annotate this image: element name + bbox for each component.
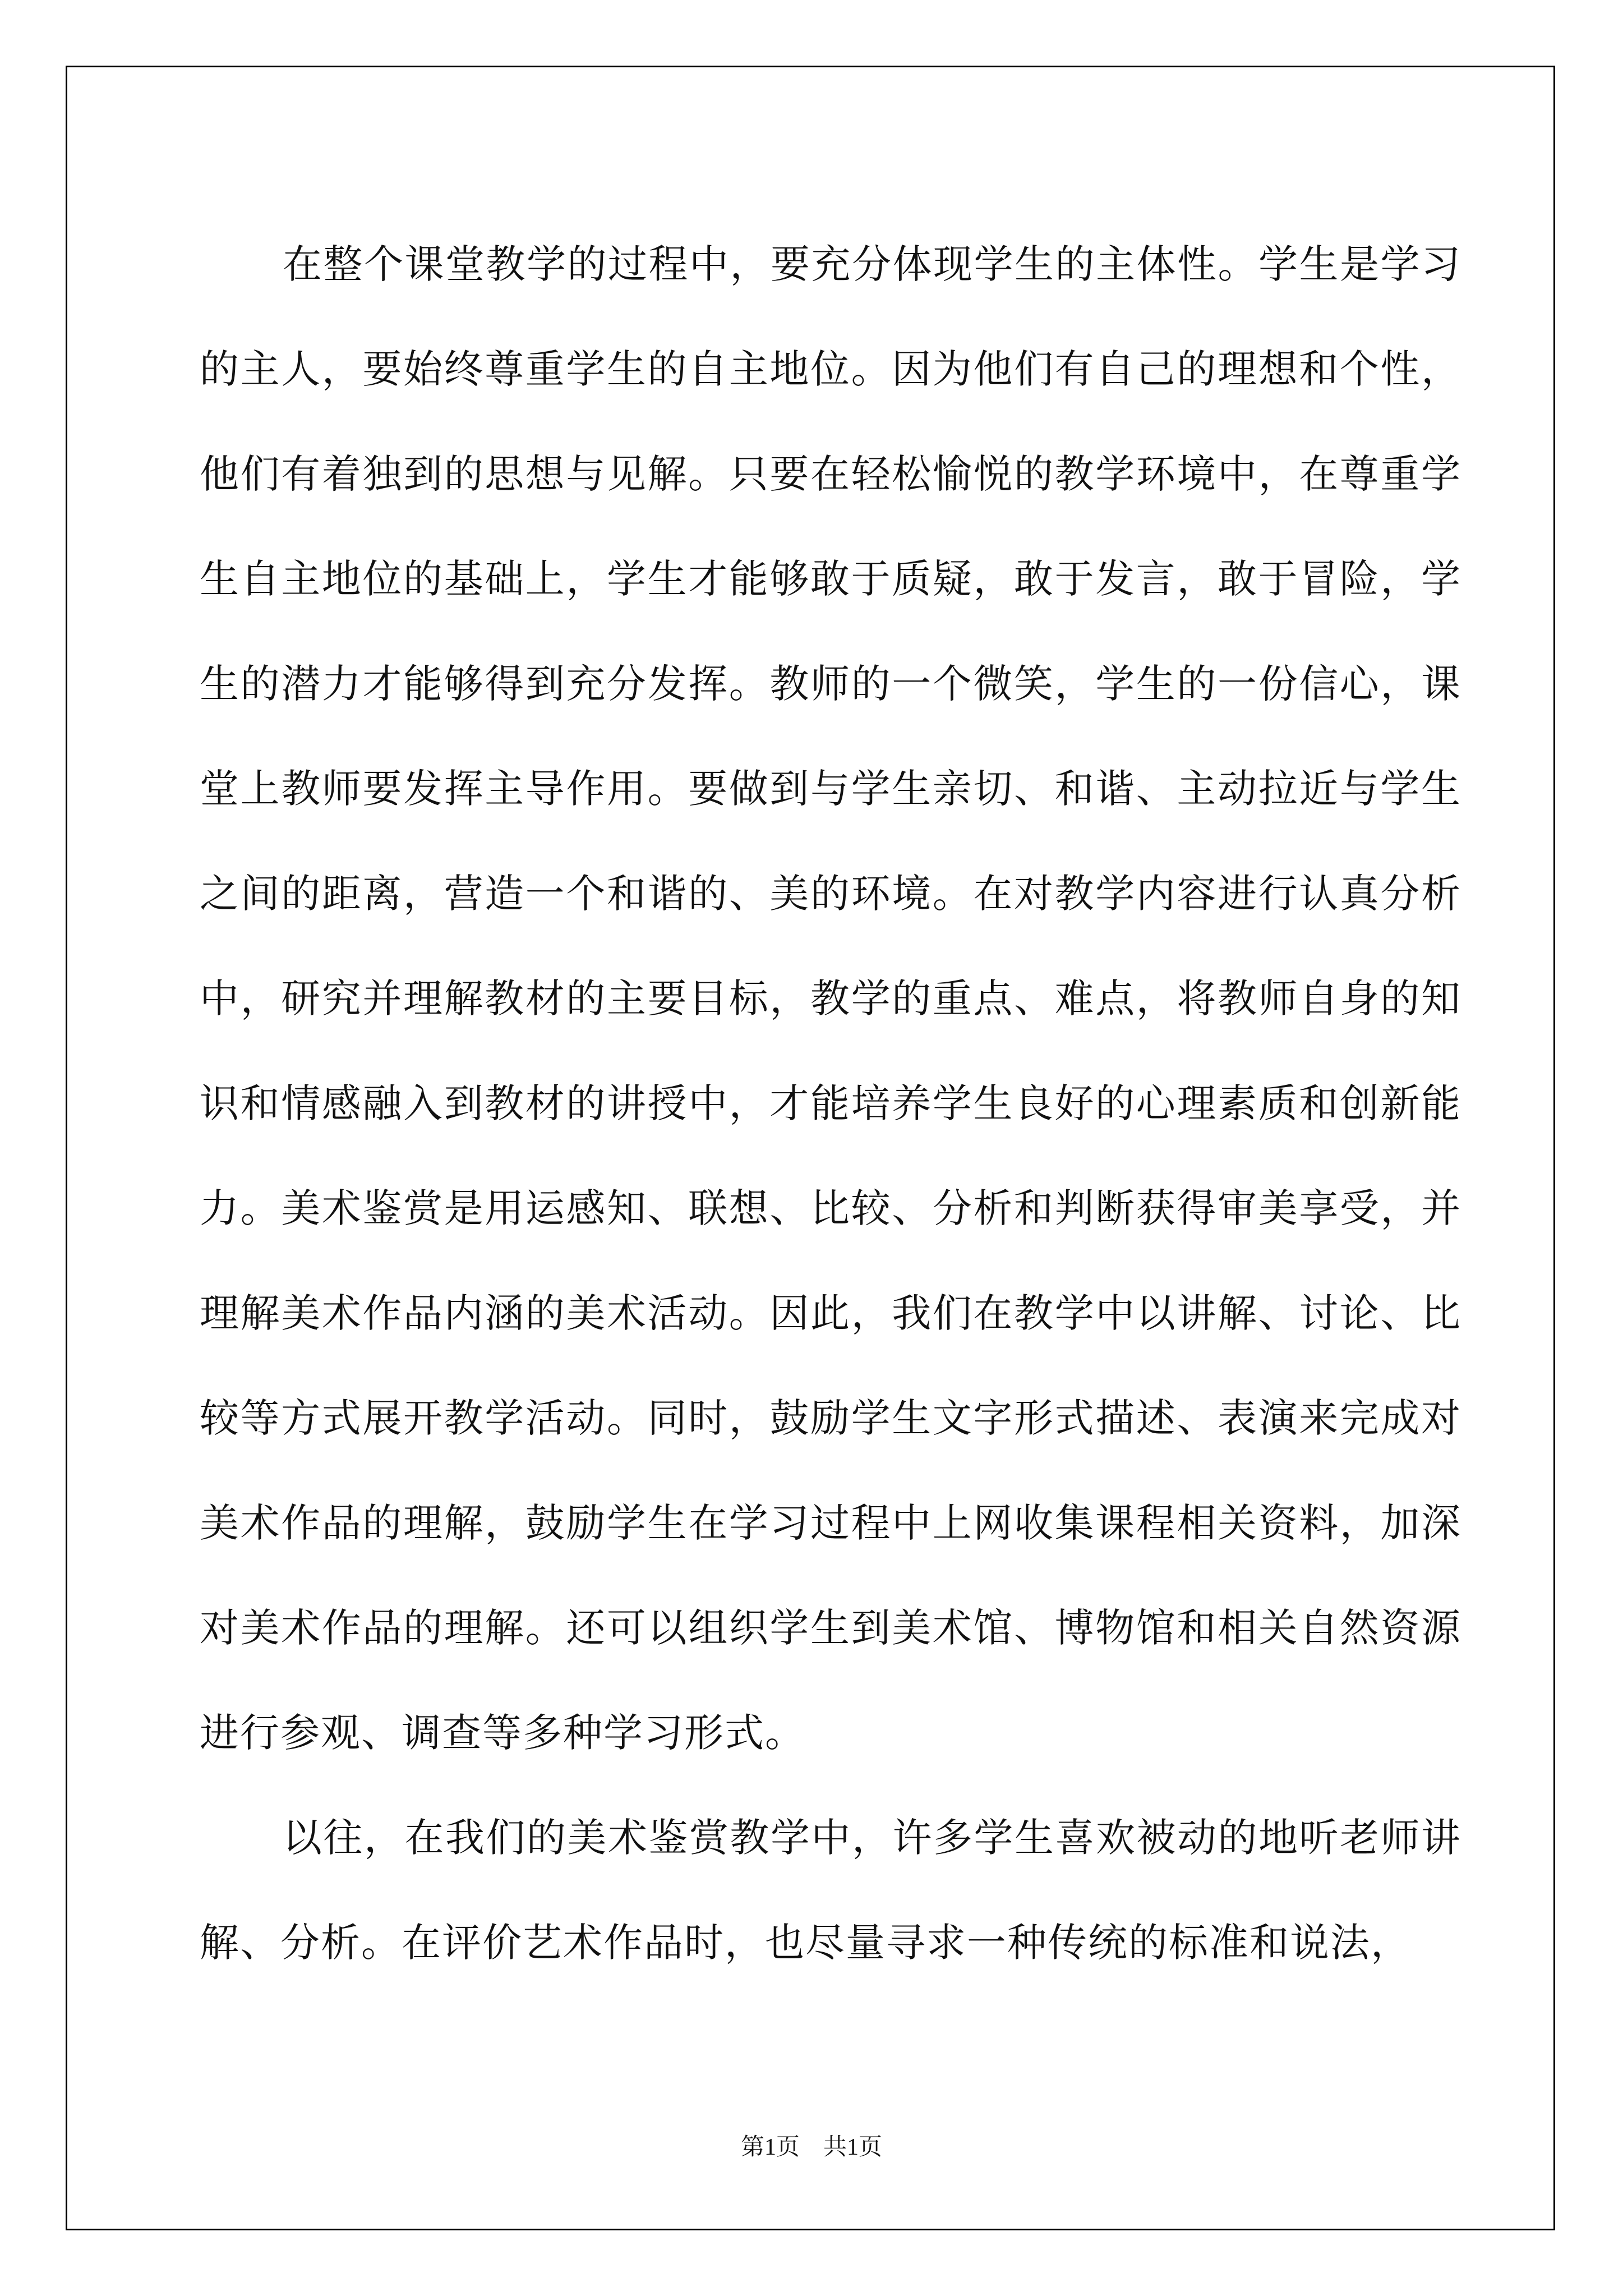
paragraph-2: 以往，在我们的美术鉴赏教学中，许多学生喜欢被动的地听老师讲解、分析。在评价艺术作品时，也尽量寻求一种传统的标准和说法，: [200, 1815, 1461, 1966]
page-number-footer: 第1页 共1页: [740, 2134, 882, 2160]
document-body: [200, 212, 1461, 1995]
paragraph-1: 在整个课堂教学的过程中，要充分体现学生的主体性。学生是学习的主人，要始终尊重学生的自主地位。因为他们有自己的理想和个性，他们有着独到的思想与见解。只要在轻松愉悦的教学环境中，在尊重学生自主地位的基础上，学生才能够敢于质疑，敢于发言，敢于冒险，学生的潜力才能够得到充分发挥。教师的一个微笑，学生的一份信心，课堂上教师要发挥主导作用。要做到与学生亲切、和谐、主动拉近与学生之间的距离，营造一个和谐的、美的环境。在对教学内容进行认真分析中，研究并理解教材的主要目标，教学的重点、难点，将教师自身的知识和情感融入到教材的讲授中，才能培养学生良好的心理素质和创新能力。美术鉴赏是用运感知、联想、比较、分析和判断获得审美享受，并理解美术作品内涵的美术活动。因此，我们在教学中以讲解、讨论、比较等方式展开教学活动。同时，鼓励学生文字形式描述、表演来完成对美术作品的理解，鼓励学生在学习过程中上网收集课程相关资料，加深对美术作品的理解。还可以组织学生到美术馆、博物馆和相关自然资源进行参观、调查等多种学习形式。: [200, 241, 1461, 1756]
